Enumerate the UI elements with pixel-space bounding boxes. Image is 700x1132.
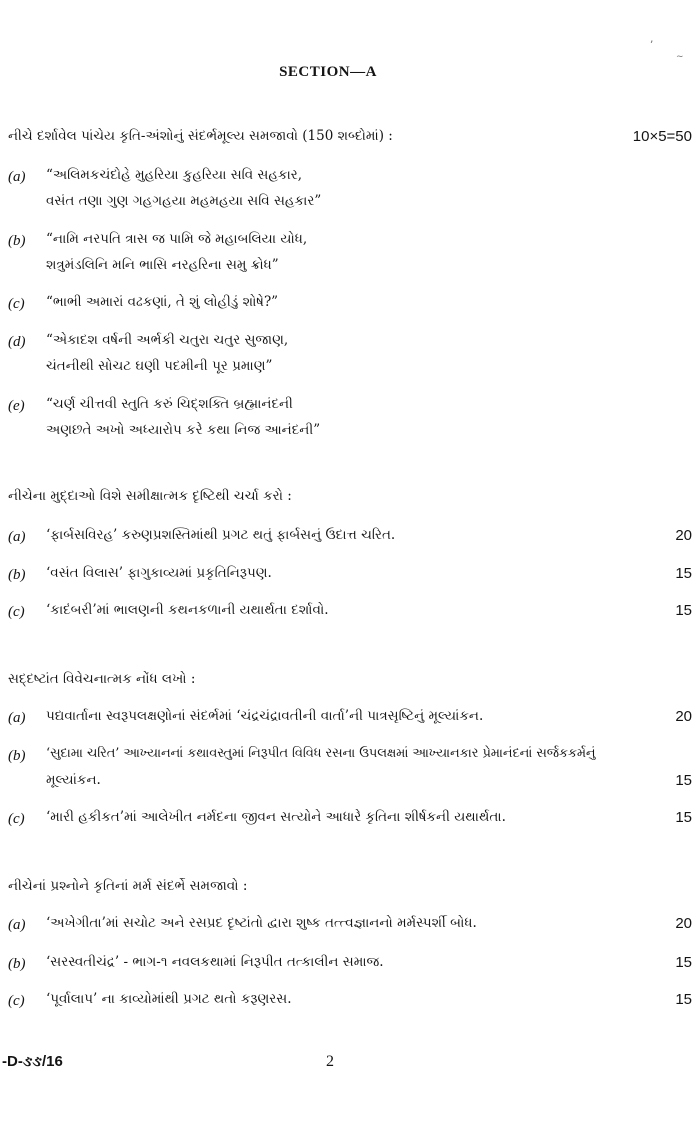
q1-item-a-label: (a) <box>8 169 26 185</box>
q1-item-a-line-2: વસંત તણા ગુણ ગહગહયા મહમહયા સવિ સહકાર” <box>46 193 322 209</box>
q2-item-a-line-1: ‘ફાર્બસવિરહ’ કરુણપ્રશસ્તિમાંથી પ્રગટ થતું ફાર્બસનું ઉદાત્ત ચરિત. <box>46 527 396 543</box>
scan-mark: ~ <box>676 52 684 62</box>
q3-item-a-label: (a) <box>8 710 26 726</box>
q4-item-a-marks: 20 <box>675 915 692 932</box>
q3-item-a-line-1: પદ્યવાર્તાના સ્વરૂપલક્ષણોનાં સંદર્ભમાં ‘ચંદ્રચંદ્રાવતીની વાર્તા’ની પાત્રસૃષ્ટિનું મૂલ્યાંકન. <box>46 708 484 724</box>
q3-item-b-label: (b) <box>8 748 26 764</box>
q1-item-e-label: (e) <box>8 398 25 414</box>
q1-item-d-line-1: “એકાદશ વર્ષની અર્ભકી ચતુરા ચતુર સુજાણ, <box>46 332 289 348</box>
q4-item-b-line-1: ‘સરસ્વતીચંદ્ર’ - ભાગ-૧ નવલકથામાં નિરૂપીત તત્કાલીન સમાજ. <box>46 954 384 970</box>
paper-code: -D-ઙઙ/16 <box>2 1053 63 1070</box>
q1-item-b-label: (b) <box>8 233 26 249</box>
q1-item-c-line-1: “ભાભી અમારાં વઢકણાં, તે શું લોહીડું શોષે?” <box>46 294 279 310</box>
q1-item-a-line-1: “અલિમકચંદોહે મુહરિયા કુહરિયા સવિ સહકાર, <box>46 167 303 183</box>
q2-item-a-marks: 20 <box>675 527 692 544</box>
q1-item-e-line-2: અણછતે અખો અધ્યારોપ કરે કથા નિજ આનંદની” <box>46 422 321 438</box>
q1-item-e-line-1: “ચર્ણ ચીત્તવી સ્તુતિ કરું ચિદ્શક્તિ બ્રહ્માનંદની <box>46 396 293 412</box>
q4-item-b-marks: 15 <box>675 954 692 971</box>
question-2-instruction: નીચેના મુદ્દાઓ વિશે સમીક્ષાત્મક દૃષ્ટિથી ચર્ચા કરો : <box>8 488 292 504</box>
q1-item-b-line-2: શત્રુમંડલિનિ મનિ ભાસિ નરહરિના સમુ ક્રોધ” <box>46 257 279 273</box>
q2-item-a-label: (a) <box>8 529 26 545</box>
q4-item-a-label: (a) <box>8 917 26 933</box>
question-1-marks: 10×5=50 <box>632 128 692 145</box>
scan-mark: ’ <box>650 40 654 51</box>
q1-item-d-line-2: ચંતનીથી સોચટ ઘણી પદમીની પૂર પ્રમાણ” <box>46 358 273 374</box>
q3-item-c-label: (c) <box>8 811 25 827</box>
q2-item-b-marks: 15 <box>675 565 692 582</box>
q2-item-c-line-1: ‘કાદંબરી’માં ભાલણની કથનકળાની યથાર્થતા દર્શાવો. <box>46 602 329 618</box>
q3-item-a-marks: 20 <box>675 708 692 725</box>
q3-item-c-marks: 15 <box>675 809 692 826</box>
q2-item-c-marks: 15 <box>675 602 692 619</box>
q4-item-c-marks: 15 <box>675 991 692 1008</box>
q1-item-c-label: (c) <box>8 296 25 312</box>
q4-item-c-label: (c) <box>8 993 25 1009</box>
q2-item-c-label: (c) <box>8 604 25 620</box>
question-1-instruction: નીચે દર્શાવેલ પાંચેય કૃતિ-અંશોનું સંદર્ભમૂલ્ય સમજાવો (150 શબ્દોમાં) : <box>8 128 393 144</box>
q3-item-c-line-1: ‘મારી હકીકત’માં આલેખીત નર્મદના જીવન સત્યોને આધારે કૃતિના શીર્ષકની યથાર્થતા. <box>46 809 506 825</box>
q1-item-b-line-1: “નામિ નરપતિ ત્રાસ જ પામિ જે મહાબલિયા યોધ, <box>46 231 308 247</box>
section-title: SECTION—A <box>279 64 377 80</box>
q3-item-b-line-1: ‘સુદામા ચરિત’ આખ્યાનનાં કથાવસ્તુમાં નિરૂપીત વિવિધ રસના ઉપલક્ષમાં આખ્યાનકાર પ્રેમાનંદનાં સર્જકકર્મનું <box>46 746 596 761</box>
q4-item-c-line-1: ‘પૂર્વાલાપ’ ના કાવ્યોમાંથી પ્રગટ થતો કરૂણરસ. <box>46 991 292 1007</box>
question-4-instruction: નીચેનાં પ્રશ્નોને કૃતિનાં મર્મ સંદર્ભે સમજાવો : <box>8 878 248 894</box>
q4-item-a-line-1: ‘અખેગીતા’માં સચોટ અને રસપ્રદ દૃષ્ટાંતો દ્વારા શુષ્ક તત્ત્વજ્ઞાનનો મર્મસ્પર્શી બોધ. <box>46 915 477 931</box>
q3-item-b-marks: 15 <box>675 772 692 789</box>
q1-item-d-label: (d) <box>8 334 26 350</box>
q4-item-b-label: (b) <box>8 956 26 972</box>
q2-item-b-label: (b) <box>8 567 26 583</box>
q3-item-b-line-2: મૂલ્યાંકન. <box>46 772 101 788</box>
question-3-instruction: સદ્દષ્ટાંત વિવેચનાત્મક નોંધ લખો : <box>8 671 196 687</box>
page-number: 2 <box>326 1053 334 1070</box>
q2-item-b-line-1: ‘વસંત વિલાસ’ ફાગુકાવ્યમાં પ્રકૃતિનિરૂપણ. <box>46 565 272 581</box>
